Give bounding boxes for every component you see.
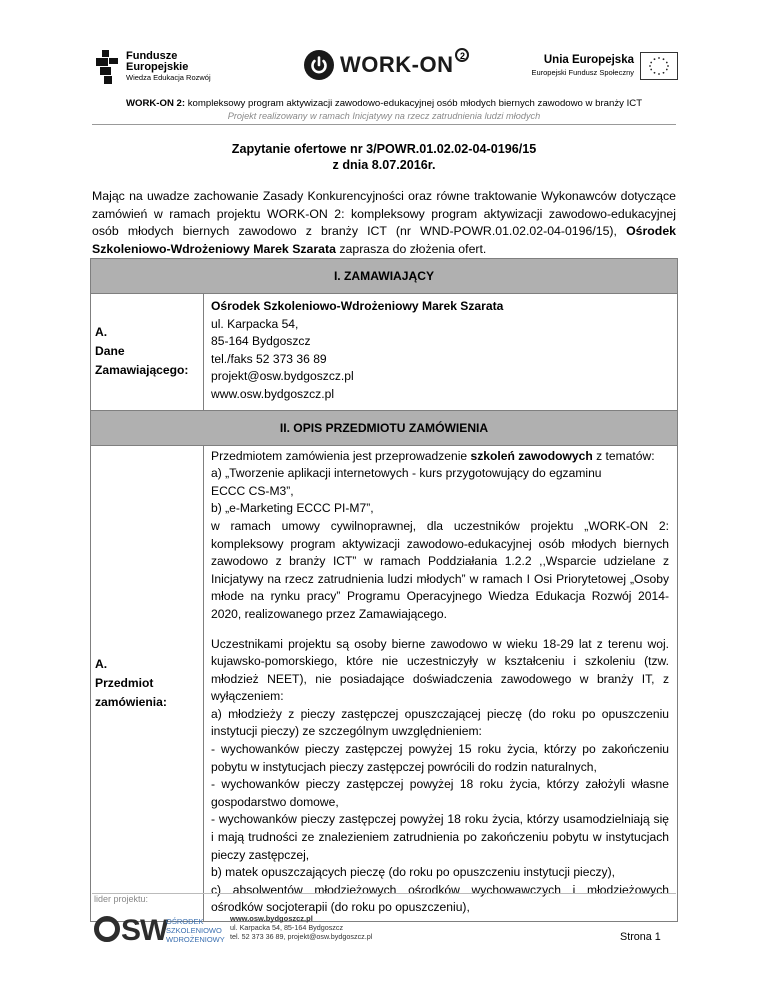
power-icon: [304, 50, 334, 80]
address-line: ul. Karpacka 54,: [211, 316, 299, 331]
label-line: zamówienia:: [95, 694, 167, 709]
header-divider: [92, 124, 676, 125]
label-line: Zamawiającego:: [95, 363, 189, 378]
intro-bold: Ośrodek Szkoleniowo-Wdrożeniowy Marek Szarata: [92, 224, 676, 256]
list-item: - wychowanków pieczy zastępczej powyżej 18 roku życia, którzy usamodzielniają się i mają trudności ze znalezieniem zatrudnienia po zakończeniu pobytu w instytucjach pieczy zastępczej,: [211, 812, 669, 862]
item-b: b) „e-Marketing ECCC PI-M7”,: [211, 501, 374, 516]
osw-letters: SW: [121, 914, 168, 947]
intro-paragraph: [92, 188, 676, 258]
osw-logo: [94, 914, 167, 948]
intro-text: Mając na uwadze zachowanie Zasady Konkurencyjności oraz równe traktowanie Wykonawców dotyczące zamówień w ramach projektu WORK-ON 2: kompleksowy program aktywizacji zawodowo-edukacyjnej osób młodych biernych zawodowo z branży ICT (nr WND-POWR.01.02.02-04-0196/15),: [92, 189, 676, 238]
label-line: A.: [95, 656, 108, 671]
paragraph-2: Uczestnikami projektu są osoby bierne zawodowo w wieku 18-29 lat z terenu woj. kujawsko-pomorskiego, które nie uczestniczyły w kształceniu i szkoleniu (tzw. młodzież NEET), nie posiadające doświadczenia zawodowego w branży IT, z wyłączeniem:: [211, 636, 669, 704]
label-przedmiot-zamowienia: [91, 445, 204, 921]
document-title: Zapytanie ofertowe nr 3/POWR.01.02.02-04-0196/15: [231, 142, 537, 156]
section-heading-opis: II. OPIS PRZEDMIOTU ZAMÓWIENIA: [91, 410, 678, 445]
list-item: - wychowanków pieczy zastępczej powyżej 15 roku życia, którzy po zakończeniu pobytu w instytucjach pieczy zastępczej powrócili do rodzin naturalnych,: [211, 742, 669, 774]
p1-before: Przedmiotem zamówienia jest przeprowadzenie: [211, 448, 471, 463]
osw-name-line: OŚRODEK: [166, 917, 204, 926]
section-heading-zamawiajacy: I. ZAMAWIAJĄCY: [91, 259, 678, 294]
intro-after: zaprasza do złożenia ofert.: [335, 241, 487, 256]
email-line: projekt@osw.bydgoszcz.pl: [211, 369, 354, 384]
lider-label: lider projektu:: [94, 894, 149, 904]
przedmiot-details: [204, 445, 678, 921]
label-dane-zamawiajacego: [91, 294, 204, 411]
fe-line2: Europejskie: [126, 61, 189, 73]
osw-o-icon: [94, 916, 120, 942]
osw-name-line: SZKOLENIOWO: [166, 926, 222, 935]
fundusze-europejskie-logo: [96, 46, 211, 88]
p1-after: z tematów:: [592, 448, 655, 463]
list-item: b) matek opuszczających pieczę (do roku po opuszczeniu instytucji pieczy),: [211, 865, 615, 880]
label-line: Dane: [95, 344, 125, 359]
paragraph-1: [211, 448, 669, 466]
paragraph-1-rest: w ramach umowy cywilnoprawnej, dla uczestników projektu „WORK-ON 2: kompleksowy program aktywizacji zawodowo-edukacyjnej osób młodych biernych zawodowo z branży ICT” w ramach Poddziałania 1.2.2 ,,Wsparcie udzielane z Inicjatywy na rzecz zatrudnienia ludzi młodych” w ramach I Osi Priorytetowej „Osoby młode na rynku pracy” Programu Operacyjnego Wiedza Edukacja Rozwój 2014-2020, realizowanego przez Zamawiającego.: [211, 518, 669, 621]
work-on-wordmark: WORK-ON: [340, 52, 454, 77]
page-number: Strona 1: [620, 931, 661, 943]
zamawiajacy-name: Ośrodek Szkoleniowo-Wdrożeniowy Marek Szarata: [211, 299, 504, 313]
list-item: c) absolwentów młodzieżowych ośrodków wychowawczych i młodzieżowych ośrodków socjoterapii (do roku po opuszczeniu),: [211, 882, 669, 915]
eu-flag-icon: [640, 52, 678, 80]
ue-subtitle: Europejski Fundusz Społeczny: [531, 68, 634, 77]
project-text: kompleksowy program aktywizacji zawodowo-edukacyjnej osób młodych biernych zawodowo w branży ICT: [185, 98, 643, 109]
footer-divider: [92, 893, 676, 894]
osw-name-line: WDROŻENIOWY: [166, 935, 225, 944]
item-a-line1: a) „Tworzenie aplikacji internetowych - kurs przygotowujący do egzaminu: [211, 466, 602, 481]
ue-title: Unia Europejska: [543, 54, 634, 66]
paragraph-gap: [211, 624, 669, 636]
list-item: - wychowanków pieczy zastępczej powyżej 18 roku życia, którzy założyli własne gospodarstwo domowe,: [211, 777, 669, 809]
list-item: a) młodzieży z pieczy zastępczej opuszczającej pieczę (do roku po opuszczeniu instytucji pieczy) ze szczególnym uwzględnieniem:: [211, 706, 669, 739]
unia-europejska-text: [514, 54, 634, 77]
item-a-line2: ECCC CS-M3”,: [211, 483, 294, 498]
document-date: z dnia 8.07.2016r.: [332, 158, 436, 172]
project-header: [0, 98, 768, 109]
fe-line1: Fundusze: [126, 50, 178, 62]
contact-address: ul. Karpacka 54, 85-164 Bydgoszcz: [230, 923, 344, 932]
address-line: 85-164 Bydgoszcz: [211, 334, 311, 349]
label-line: A.: [95, 325, 108, 340]
fe-line3: Wiedza Edukacja Rozwój: [126, 73, 211, 82]
contact-url: www.osw.bydgoszcz.pl: [230, 914, 313, 923]
website-line: www.osw.bydgoszcz.pl: [211, 386, 335, 401]
work-on-logo: [304, 50, 469, 80]
p1-bold: szkoleń zawodowych: [470, 448, 593, 463]
logo-bar: [90, 44, 678, 90]
contact-tel: tel. 52 373 36 89, projekt@osw.bydgoszcz.pl: [230, 932, 373, 941]
project-subtitle: Projekt realizowany w ramach Inicjatywy na rzecz zatrudnienia ludzi młodych: [227, 111, 541, 121]
zamawiajacy-details: [204, 294, 678, 411]
offer-table: [90, 258, 678, 922]
project-prefix: WORK-ON 2:: [125, 98, 186, 109]
osw-contact: [230, 914, 372, 941]
osw-name: [166, 917, 225, 944]
label-line: Przedmiot: [95, 675, 154, 690]
fundusze-europejskie-icon: [96, 50, 120, 84]
phone-line: tel./faks 52 373 36 89: [211, 351, 327, 366]
work-on-sup: 2: [455, 48, 469, 62]
